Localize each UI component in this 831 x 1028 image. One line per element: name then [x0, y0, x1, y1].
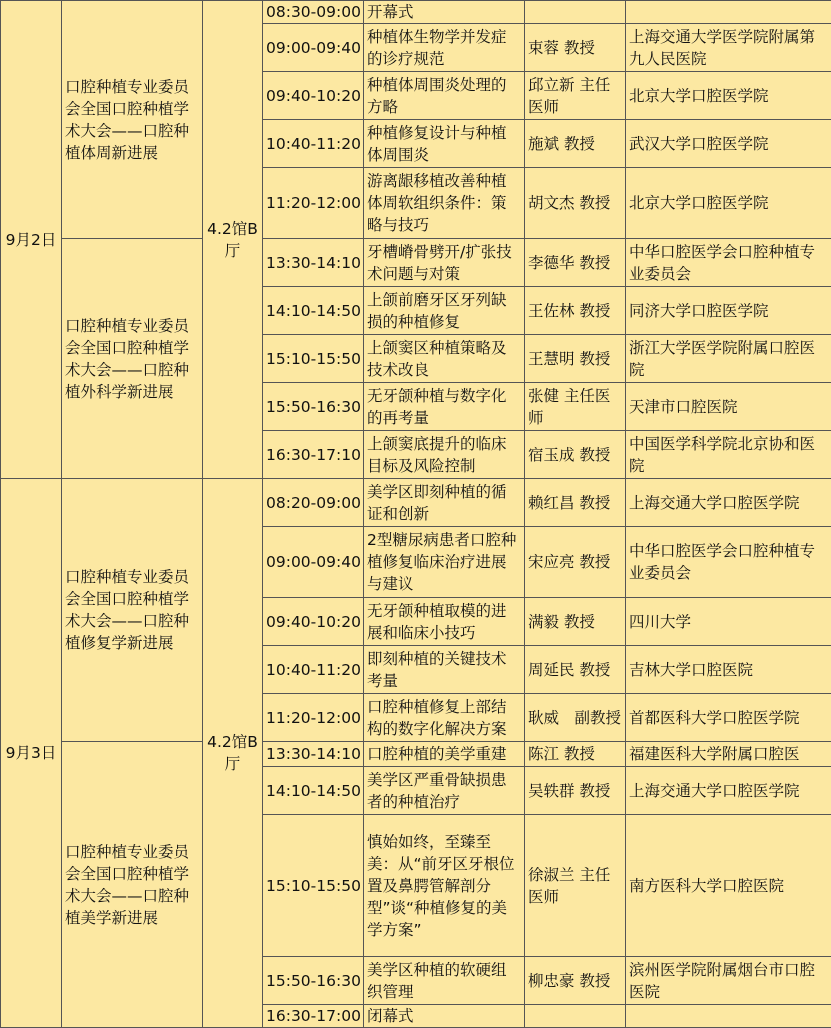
- speaker-cell: 王佐林 教授: [525, 287, 626, 335]
- topic-cell: 上颌前磨牙区牙列缺损的种植修复: [364, 287, 525, 335]
- table-row: [1, 1, 831, 24]
- speaker-cell: [525, 1005, 626, 1028]
- topic-cell: 无牙颌种植取模的进展和临床小技巧: [364, 598, 525, 646]
- speaker-cell: 吴轶群 教授: [525, 767, 626, 815]
- time-cell: 15:50-16:30: [263, 957, 364, 1005]
- time-cell: 16:30-17:10: [263, 431, 364, 479]
- institution-cell: 上海交通大学口腔医学院: [626, 479, 831, 527]
- topic-cell: 口腔种植的美学重建: [364, 742, 525, 767]
- institution-cell: 中华口腔医学会口腔种植专业委员会: [626, 239, 831, 287]
- speaker-cell: 束蓉 教授: [525, 24, 626, 72]
- speaker-cell: 张健 主任医师: [525, 383, 626, 431]
- institution-cell: 中华口腔医学会口腔种植专业委员会: [626, 527, 831, 598]
- time-cell: 10:40-11:20: [263, 646, 364, 694]
- topic-cell: 闭幕式: [364, 1005, 525, 1028]
- speaker-cell: 施斌 教授: [525, 120, 626, 168]
- session-title: 口腔种植专业委员会全国口腔种植学术大会——口腔种植体周新进展: [62, 1, 203, 239]
- speaker-cell: 周延民 教授: [525, 646, 626, 694]
- speaker-cell: [525, 1, 626, 24]
- institution-cell: 天津市口腔医院: [626, 383, 831, 431]
- speaker-cell: 陈江 教授: [525, 742, 626, 767]
- institution-cell: 同济大学口腔医学院: [626, 287, 831, 335]
- time-cell: 08:20-09:00: [263, 479, 364, 527]
- topic-cell: 种植体生物学并发症的诊疗规范: [364, 24, 525, 72]
- institution-cell: 上海交通大学口腔医学院: [626, 767, 831, 815]
- speaker-cell: 邱立新 主任医师: [525, 72, 626, 120]
- institution-cell: 武汉大学口腔医学院: [626, 120, 831, 168]
- institution-cell: 中国医学科学院北京协和医院: [626, 431, 831, 479]
- time-cell: 16:30-17:00: [263, 1005, 364, 1028]
- hall-label: 4.2馆B厅: [203, 1, 263, 479]
- speaker-cell: 柳忠豪 教授: [525, 957, 626, 1005]
- topic-cell: 2型糖尿病患者口腔种植修复临床治疗进展与建议: [364, 527, 525, 598]
- session-title: 口腔种植专业委员会全国口腔种植学术大会——口腔种植美学新进展: [62, 742, 203, 1028]
- speaker-cell: 王慧明 教授: [525, 335, 626, 383]
- topic-cell: 上颌窦底提升的临床目标及风险控制: [364, 431, 525, 479]
- session-title: 口腔种植专业委员会全国口腔种植学术大会——口腔种植修复学新进展: [62, 479, 203, 742]
- institution-cell: 福建医科大学附属口腔医: [626, 742, 831, 767]
- time-cell: 09:40-10:20: [263, 72, 364, 120]
- day-date: 9月3日: [1, 479, 62, 1028]
- topic-cell: 游离龈移植改善种植体周软组织条件：策略与技巧: [364, 168, 525, 239]
- time-cell: 15:10-15:50: [263, 335, 364, 383]
- institution-cell: 南方医科大学口腔医院: [626, 815, 831, 957]
- day-date: 9月2日: [1, 1, 62, 479]
- topic-cell: 无牙颌种植与数字化的再考量: [364, 383, 525, 431]
- time-cell: 13:30-14:10: [263, 742, 364, 767]
- topic-cell: 种植体周围炎处理的方略: [364, 72, 525, 120]
- session-title: 口腔种植专业委员会全国口腔种植学术大会——口腔种植外科学新进展: [62, 239, 203, 479]
- topic-cell: 美学区严重骨缺损患者的种植治疗: [364, 767, 525, 815]
- time-cell: 08:30-09:00: [263, 1, 364, 24]
- speaker-cell: 宋应亮 教授: [525, 527, 626, 598]
- institution-cell: [626, 1, 831, 24]
- topic-cell: 种植修复设计与种植体周围炎: [364, 120, 525, 168]
- time-cell: 13:30-14:10: [263, 239, 364, 287]
- table-row: [1, 742, 831, 767]
- institution-cell: 吉林大学口腔医院: [626, 646, 831, 694]
- time-cell: 11:20-12:00: [263, 168, 364, 239]
- topic-cell: 牙槽嵴骨劈开/扩张技术问题与对策: [364, 239, 525, 287]
- time-cell: 09:00-09:40: [263, 24, 364, 72]
- institution-cell: [626, 1005, 831, 1028]
- topic-cell: 慎始如终，至臻至美：从“前牙区牙根位置及鼻腭管解剖分型”谈“种植修复的美学方案”: [364, 815, 525, 957]
- time-cell: 15:50-16:30: [263, 383, 364, 431]
- speaker-cell: 满毅 教授: [525, 598, 626, 646]
- time-cell: 14:10-14:50: [263, 287, 364, 335]
- topic-cell: 口腔种植修复上部结构的数字化解决方案: [364, 694, 525, 742]
- speaker-cell: 徐淑兰 主任医师: [525, 815, 626, 957]
- speaker-cell: 耿威 副教授: [525, 694, 626, 742]
- time-cell: 14:10-14:50: [263, 767, 364, 815]
- topic-cell: 即刻种植的关键技术考量: [364, 646, 525, 694]
- time-cell: 09:00-09:40: [263, 527, 364, 598]
- time-cell: 11:20-12:00: [263, 694, 364, 742]
- speaker-cell: 宿玉成 教授: [525, 431, 626, 479]
- topic-cell: 开幕式: [364, 1, 525, 24]
- table-row: [1, 239, 831, 287]
- table-row: [1, 479, 831, 527]
- speaker-cell: 赖红昌 教授: [525, 479, 626, 527]
- hall-label: 4.2馆B厅: [203, 479, 263, 1028]
- topic-cell: 上颌窦区种植策略及技术改良: [364, 335, 525, 383]
- institution-cell: 北京大学口腔医学院: [626, 168, 831, 239]
- time-cell: 09:40-10:20: [263, 598, 364, 646]
- topic-cell: 美学区种植的软硬组织管理: [364, 957, 525, 1005]
- speaker-cell: 胡文杰 教授: [525, 168, 626, 239]
- institution-cell: 浙江大学医学院附属口腔医院: [626, 335, 831, 383]
- time-cell: 10:40-11:20: [263, 120, 364, 168]
- topic-cell: 美学区即刻种植的循证和创新: [364, 479, 525, 527]
- institution-cell: 北京大学口腔医学院: [626, 72, 831, 120]
- speaker-cell: 李德华 教授: [525, 239, 626, 287]
- institution-cell: 上海交通大学医学院附属第九人民医院: [626, 24, 831, 72]
- institution-cell: 首都医科大学口腔医学院: [626, 694, 831, 742]
- time-cell: 15:10-15:50: [263, 815, 364, 957]
- institution-cell: 滨州医学院附属烟台市口腔医院: [626, 957, 831, 1005]
- institution-cell: 四川大学: [626, 598, 831, 646]
